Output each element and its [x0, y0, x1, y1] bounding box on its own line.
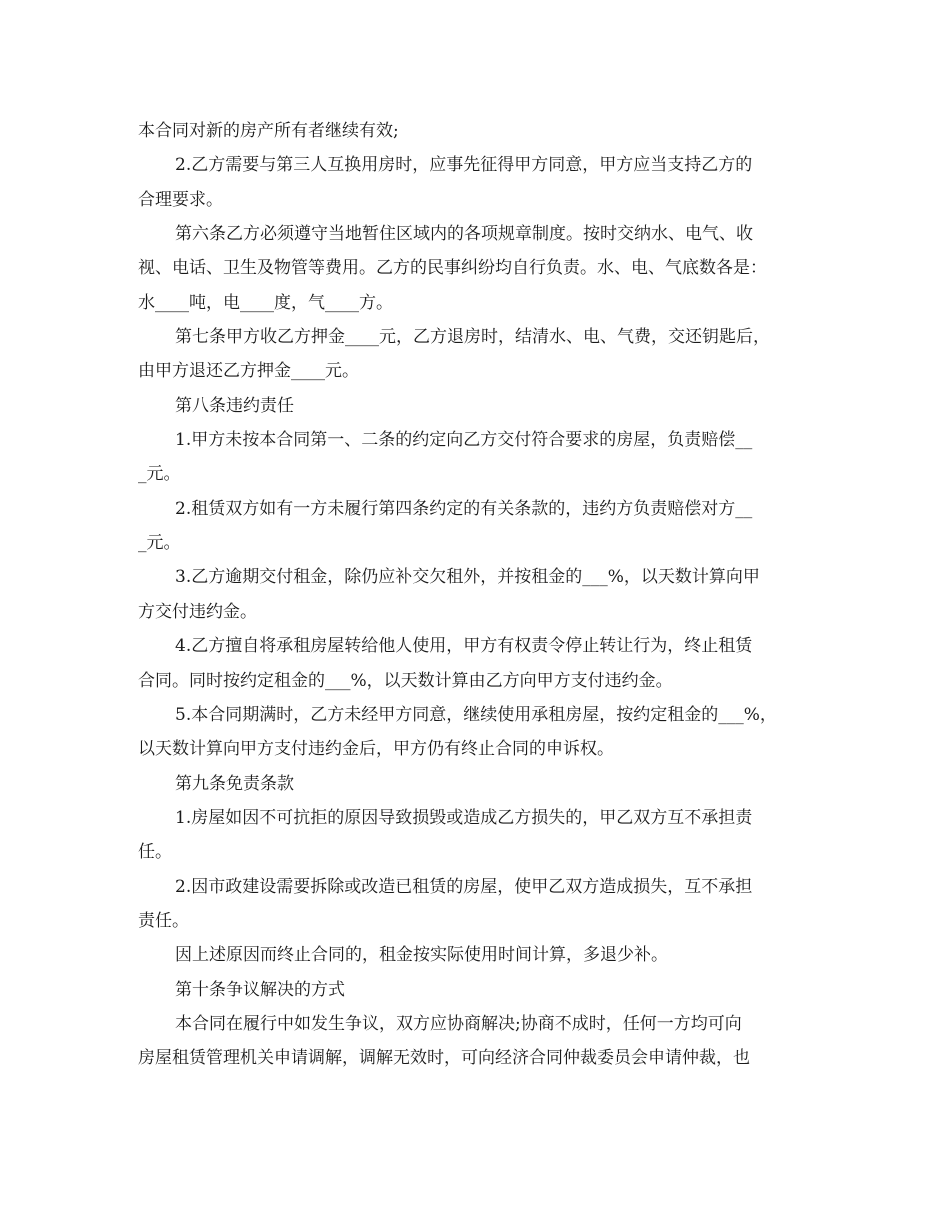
text-line: 1.甲方未按本合同第一、二条的约定向乙方交付符合要求的房屋，负责赔偿__ [175, 430, 753, 451]
text-line: 合同。同时按约定租金的___%，以天数计算由乙方向甲方支付违约金。 [138, 670, 673, 691]
text-line: 第九条免责条款 [175, 773, 294, 794]
text-line: 第六条乙方必须遵守当地暂住区域内的各项规章制度。按时交纳水、电气、收 [175, 224, 753, 245]
text-line: 3.乙方逾期交付租金，除仍应补交欠租外，并按租金的___%，以天数计算向甲 [175, 567, 760, 588]
text-line: 4.乙方擅自将承租房屋转给他人使用，甲方有权责令停止转让行为，终止租赁 [175, 636, 753, 657]
text-line: 本合同对新的房产所有者继续有效; [138, 121, 399, 141]
text-line: 第十条争议解决的方式 [175, 979, 345, 1000]
text-line: 第七条甲方收乙方押金____元，乙方退房时，结清水、电、气费，交还钥匙后， [175, 327, 770, 348]
document-body [138, 114, 818, 1076]
text-line: 责任。 [138, 910, 189, 931]
text-line: 第八条违约责任 [175, 395, 294, 416]
text-line: 2.租赁双方如有一方未履行第四条约定的有关条款的，违约方负责赔偿对方__ [175, 498, 753, 519]
text-line: 合理要求。 [138, 189, 223, 210]
text-line: 水____吨，电____度，气____方。 [138, 292, 393, 313]
text-line: 房屋租赁管理机关申请调解，调解无效时，可向经济合同仲裁委员会申请仲裁，也 [138, 1048, 750, 1069]
text-line: 方交付违约金。 [138, 601, 257, 622]
text-line: 2.乙方需要与第三人互换用房时，应事先征得甲方同意，甲方应当支持乙方的 [175, 155, 753, 176]
text-line: 5.本合同期满时，乙方未经甲方同意，继续使用承租房屋，按约定租金的___%， [175, 704, 777, 725]
text-line: 因上述原因而终止合同的，租金按实际使用时间计算，多退少补。 [175, 945, 668, 966]
text-line: _元。 [138, 533, 181, 554]
text-line: 视、电话、卫生及物管等费用。乙方的民事纠纷均自行负责。水、电、气底数各是： [138, 258, 767, 279]
text-line: 1.房屋如因不可抗拒的原因导致损毁或造成乙方损失的，甲乙双方互不承担责 [175, 807, 753, 828]
text-line: 本合同在履行中如发生争议，双方应协商解决;协商不成时，任何一方均可向 [175, 1013, 742, 1034]
text-line: 任。 [138, 842, 172, 863]
text-line: 2.因市政建设需要拆除或改造已租赁的房屋，使甲乙双方造成损失，互不承担 [175, 876, 753, 897]
text-line: 由甲方退还乙方押金____元。 [138, 361, 359, 382]
text-line: 以天数计算向甲方支付违约金后，甲方仍有终止合同的申诉权。 [138, 739, 614, 760]
text-line: _元。 [138, 464, 181, 485]
